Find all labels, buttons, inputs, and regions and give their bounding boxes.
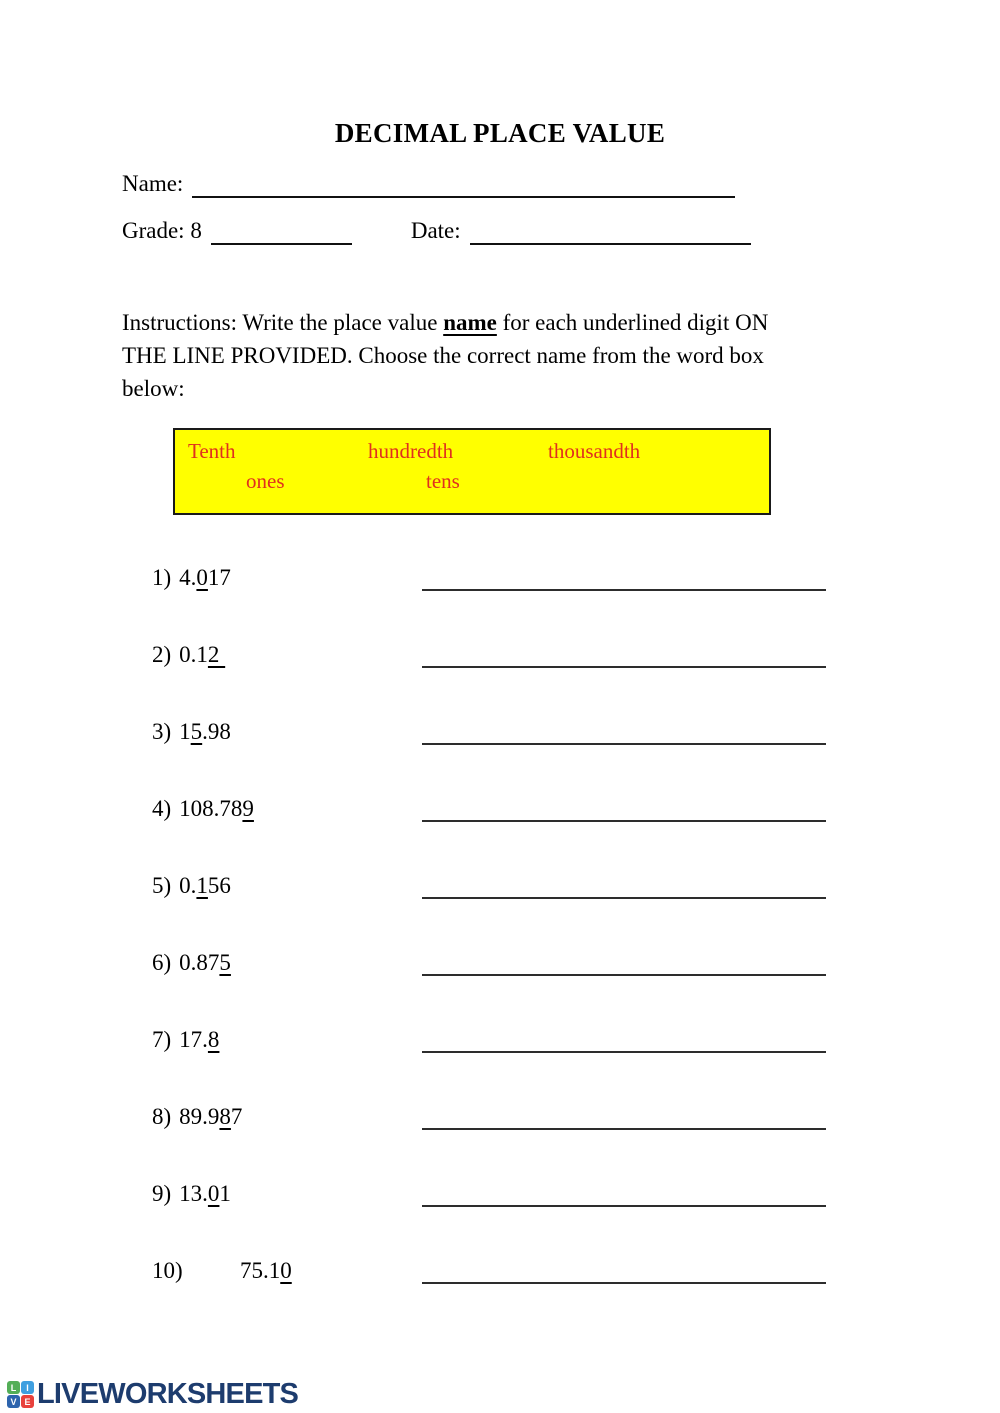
answer-line-4[interactable] (422, 795, 826, 822)
underlined-digit: 8 (207, 1027, 220, 1052)
problem-row-10 (152, 1257, 842, 1334)
instructions-line2: THE LINE PROVIDED. Choose the correct name from the word box (122, 343, 764, 368)
underlined-digit: 0 (196, 565, 208, 590)
problem-10-number: 10) (152, 1258, 183, 1283)
instructions-line1-pre: Instructions: Write the place value (122, 310, 444, 335)
problem-6-value: 0.875 (179, 950, 231, 975)
word-box-term-tenth: Tenth (188, 439, 236, 463)
problem-9-value: 13.01 (179, 1181, 231, 1206)
brand-wordmark: LIVEWORKSHEETS (37, 1378, 299, 1410)
problem-3-text (152, 718, 422, 746)
name-label: Name: (122, 171, 184, 196)
logo-cell-e: E (21, 1395, 34, 1408)
underlined-digit: 5 (190, 719, 203, 744)
problem-2-value: 0.12 (179, 642, 226, 667)
problems-list (152, 564, 842, 1334)
word-box-term-thousandth: thousandth (548, 439, 641, 463)
problem-4-value: 108.789 (179, 796, 254, 821)
problem-row-1 (152, 564, 842, 641)
problem-5-text (152, 872, 422, 900)
problem-7-text (152, 1026, 422, 1054)
problem-6-text (152, 949, 422, 977)
word-box-term-ones: ones (246, 469, 285, 493)
problem-2-text (152, 641, 422, 669)
answer-line-5[interactable] (422, 872, 826, 899)
grade-label: Grade: 8 (122, 218, 202, 243)
problem-1-text (152, 564, 422, 592)
grade-date-row (122, 217, 751, 245)
underlined-digit: 5 (219, 950, 231, 975)
word-box-term-tens: tens (426, 469, 460, 493)
problem-3-value: 15.98 (179, 719, 231, 744)
underlined-digit: 0 (280, 1258, 292, 1283)
problem-row-2 (152, 641, 842, 718)
problem-8-value: 89.987 (179, 1104, 243, 1129)
problem-row-5 (152, 872, 842, 949)
problem-9-text (152, 1180, 422, 1208)
answer-line-9[interactable] (422, 1180, 826, 1207)
logo-cell-v: V (7, 1395, 20, 1408)
problem-9-number: 9) (152, 1181, 172, 1206)
problem-7-number: 7) (152, 1027, 172, 1052)
answer-line-1[interactable] (422, 564, 826, 591)
problem-4-text (152, 795, 422, 823)
problem-6-number: 6) (152, 950, 172, 975)
name-blank-line[interactable] (192, 170, 735, 198)
page-title: DECIMAL PLACE VALUE (334, 118, 666, 148)
underlined-digit: 9 (242, 796, 254, 821)
word-box-term-hundredth: hundredth (368, 439, 454, 463)
problem-row-4 (152, 795, 842, 872)
problem-1-value: 4.017 (179, 565, 231, 590)
name-row (122, 170, 735, 198)
problem-row-7 (152, 1026, 842, 1103)
problem-8-number: 8) (152, 1104, 172, 1129)
problem-1-number: 1) (152, 565, 172, 590)
problem-row-6 (152, 949, 842, 1026)
instructions-line1-post: for each underlined digit ON (496, 310, 769, 335)
liveworksheets-logo (7, 1378, 298, 1411)
underlined-digit: 2 (207, 642, 226, 667)
liveworksheets-grid-icon (7, 1381, 34, 1408)
answer-line-6[interactable] (422, 949, 826, 976)
answer-line-3[interactable] (422, 718, 826, 745)
answer-line-8[interactable] (422, 1103, 826, 1130)
problem-row-8 (152, 1103, 842, 1180)
logo-cell-l: L (7, 1381, 20, 1394)
problem-5-number: 5) (152, 873, 172, 898)
underlined-digit: 0 (207, 1181, 220, 1206)
answer-line-7[interactable] (422, 1026, 826, 1053)
word-box (173, 428, 771, 515)
underlined-digit: 8 (219, 1104, 231, 1129)
answer-line-10[interactable] (422, 1257, 826, 1284)
problem-7-value: 17.8 (179, 1027, 220, 1052)
problem-row-9 (152, 1180, 842, 1257)
problem-4-number: 4) (152, 796, 172, 821)
problem-3-number: 3) (152, 719, 172, 744)
problem-row-3 (152, 718, 842, 795)
problem-10-text (152, 1257, 422, 1285)
instructions-line3: below: (122, 376, 185, 401)
problem-2-number: 2) (152, 642, 172, 667)
problem-8-text (152, 1103, 422, 1131)
problem-10-value: 75.10 (240, 1258, 292, 1283)
date-label: Date: (410, 218, 461, 243)
grade-blank-line[interactable] (211, 217, 352, 245)
instructions-text (122, 306, 912, 405)
underlined-digit: 1 (196, 873, 208, 898)
date-blank-line[interactable] (470, 217, 751, 245)
logo-cell-i: I (21, 1381, 34, 1394)
answer-line-2[interactable] (422, 641, 826, 668)
instructions-name-emphasis: name (443, 310, 497, 335)
problem-5-value: 0.156 (179, 873, 231, 898)
